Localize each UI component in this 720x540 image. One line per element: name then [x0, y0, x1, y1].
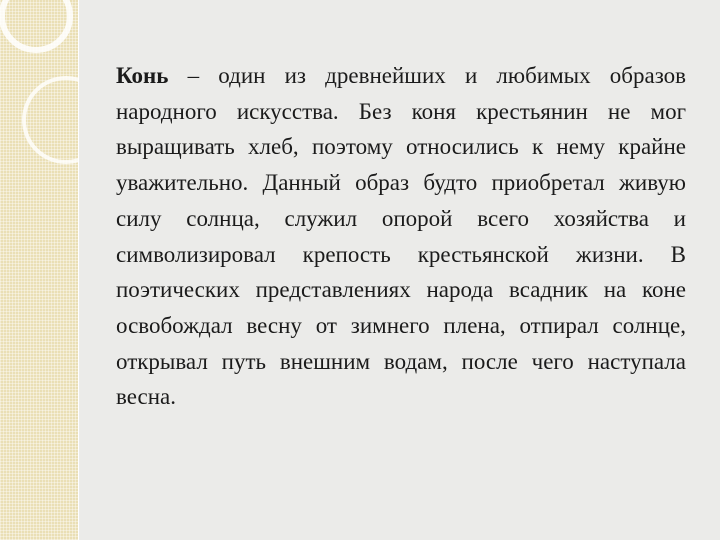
main-paragraph: [116, 58, 686, 415]
band-divider: [78, 0, 79, 540]
decorative-circles: [0, 0, 78, 540]
slide-content: [116, 58, 686, 415]
paragraph-body: – один из древнейших и любимых образов народного искусства. Без коня крестьянин не мог выращивать хлеб, поэтому относились к нему крайне уважительно. Данный образ будто приобретал живую силу солнца, служил опорой всего хозяйства и символизировал крепость крестьянской жизни. В поэтических представлениях народа всадник на коне освобождал весну от зимнего плена, отпирал солнце, открывал путь внешним водам, после чего наступала весна.: [116, 63, 686, 410]
term-word: Конь: [116, 63, 169, 88]
decorative-side-band: [0, 0, 78, 540]
